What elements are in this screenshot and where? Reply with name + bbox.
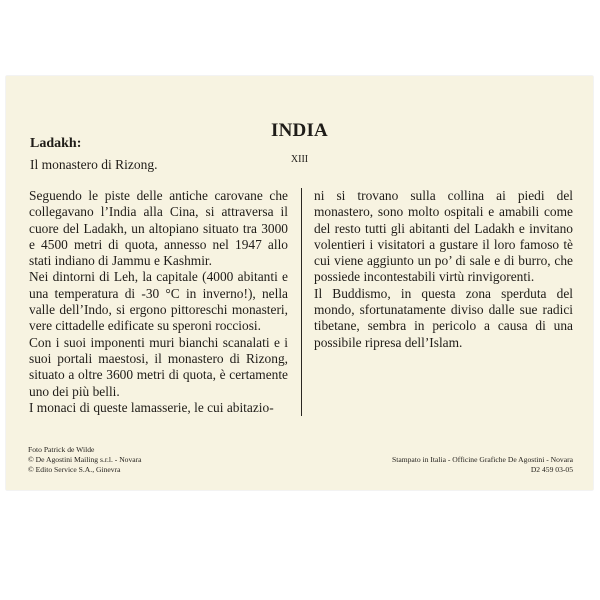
paragraph: ni si trovano sulla collina ai piedi del monastero, sono molto ospitali e amabili come del resto tutti gli abitanti del Ladakh e invitano volentieri i visitatori a gustare il loro famoso tè cui viene aggiunto un po’ di sale e di burro, che possiede incontestabili virtù rinvigorenti. — [314, 188, 573, 285]
printer-info — [392, 455, 573, 475]
plate-number: XIII — [290, 154, 309, 165]
text-column-right — [314, 188, 573, 351]
postcard-back — [6, 76, 593, 490]
subject-caption: Il monastero di Rizong. — [30, 157, 158, 172]
location-heading: Ladakh: — [30, 136, 82, 151]
credit-line: Foto Patrick de Wilde — [28, 445, 95, 454]
photo-credits — [28, 445, 142, 476]
credit-line: © Edito Service S.A., Ginevra — [28, 465, 121, 475]
column-divider — [301, 188, 302, 416]
text-column-left — [29, 188, 288, 416]
paragraph: Con i suoi imponenti muri bianchi scanalati e i suoi portali maestosi, il monastero di Rizong, situato a oltre 3600 metri di quota, è certamente uno dei più belli. — [29, 334, 288, 399]
credit-line: © De Agostini Mailing s.r.l. - Novara — [28, 455, 142, 465]
paragraph: Nei dintorni di Leh, la capitale (4000 abitanti e una temperatura di -30 °C in inverno!), nella valle dell’Indo, si ergono pittoreschi monasteri, vere cittadelle edificate su speroni rocciosi. — [29, 269, 288, 334]
paragraph: I monaci di queste lamasserie, le cui abitazio- — [29, 399, 274, 415]
catalog-code: D2 459 03-05 — [530, 465, 573, 475]
paragraph: Il Buddismo, in questa zona sperduta del mondo, sfortunatamente diviso dalle sue radici tibetane, sembra in pericolo a causa di una possibile ripresa dell’Islam. — [314, 285, 573, 350]
paragraph: Seguendo le piste delle antiche carovane che collegavano l’India alla Cina, si attraversa il cuore del Ladakh, un altopiano situato tra 3000 e 4500 metri di quota, annesso nel 1947 allo stati indiano di Jammu e Kashmir. — [29, 188, 288, 269]
printer-line: Stampato in Italia - Officine Grafiche De Agostini - Novara — [392, 455, 573, 464]
card-title: INDIA — [271, 120, 328, 141]
